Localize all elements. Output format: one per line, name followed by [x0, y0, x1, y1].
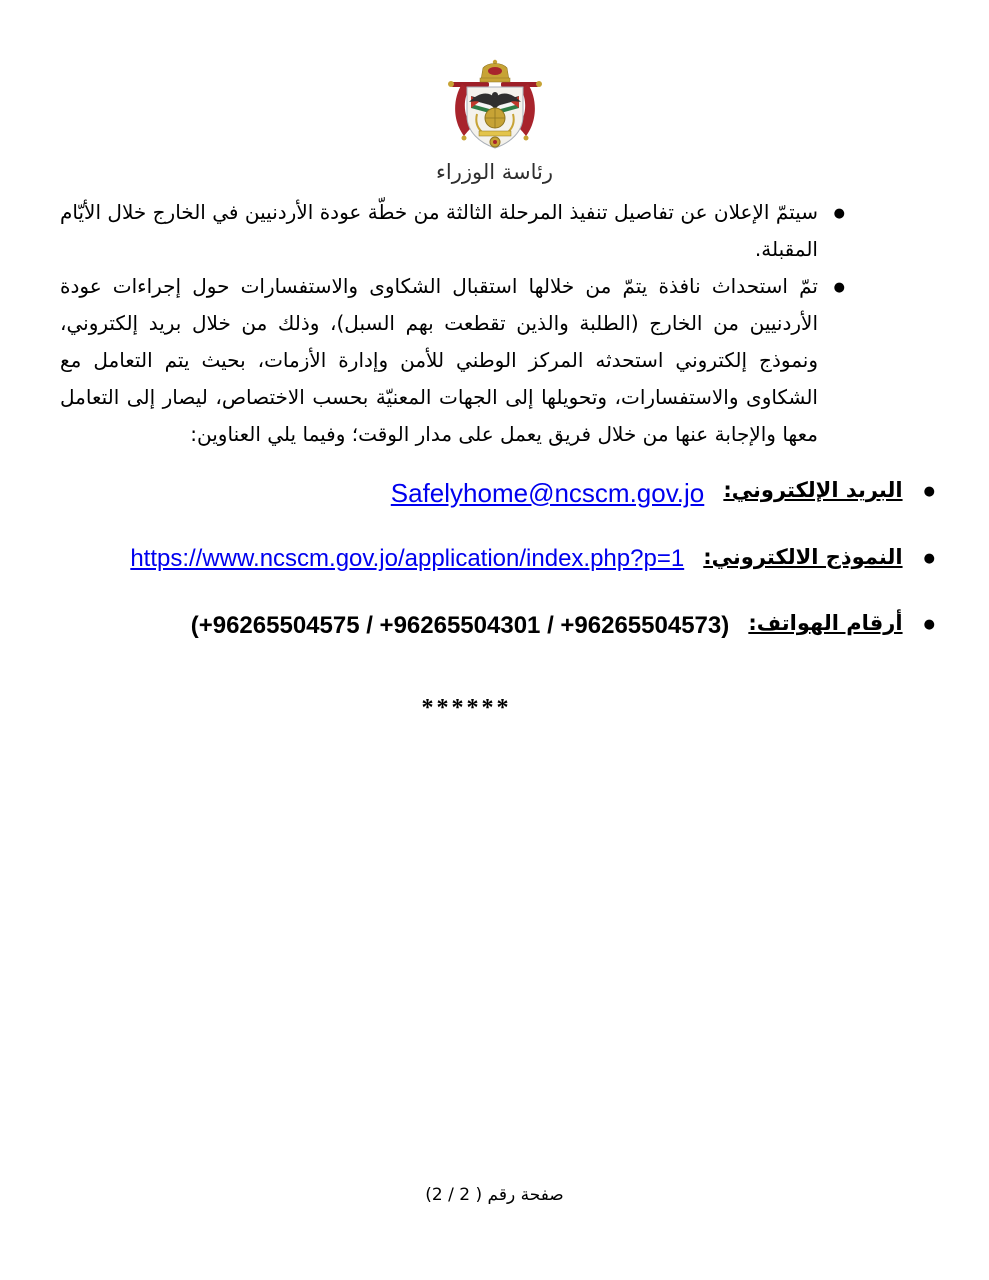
contact-row-phones: [0, 602, 935, 647]
bullet-icon: ●: [833, 280, 845, 295]
form-url-link[interactable]: https://www.ncscm.gov.jo/application/index.php?p=1: [130, 545, 685, 572]
bullet-icon: ●: [923, 484, 935, 499]
contact-label: النموذج الالكتروني:: [703, 544, 903, 569]
contact-label: البريد الإلكتروني:: [723, 478, 903, 502]
contact-row-form: [0, 536, 935, 581]
bullet-text: تمّ استحداث نافذة يتمّ من خلالها استقبال الشكاوى والاستفسارات حول إجراءات عودة الأردنيين من الخارج (الطلبة والذين تقطعت بهم السبل)، وذلك من خلال بريد إلكتروني، ونموذج إلكتروني استحدثه المركز الوطني للأمن وإدارة الأزمات، بحيث يتم التعامل مع الشكاوى والاستفسارات، وتحويلها إلى الجهات المعنيّة بحسب الاختصاص، ليصار إلى التعامل معها والإجابة عنها من خلال فريق يعمل على مدار الوقت؛ وفيما يلي العناوين:: [60, 274, 818, 446]
jordan-coat-of-arms-icon: [439, 58, 551, 158]
logo-caption: رئاسة الوزراء: [436, 160, 553, 184]
contact-label: أرقام الهواتف:: [748, 611, 903, 635]
bullet-paragraph: [60, 268, 845, 453]
bullet-icon: ●: [833, 206, 845, 221]
bullet-icon: ●: [923, 617, 935, 632]
page-number: صفحة رقم ( 2 / 2): [425, 1185, 564, 1205]
main-bullet-list: [60, 194, 845, 453]
phone-numbers: (+96265504575 / +96265504301 / +96265504573): [190, 611, 730, 639]
bullet-icon: ●: [923, 550, 935, 566]
contact-list: [0, 469, 935, 647]
bullet-paragraph: [60, 194, 845, 268]
header-logo: [0, 0, 989, 184]
section-separator: ******: [421, 694, 512, 721]
contact-row-email: [0, 469, 935, 514]
email-link[interactable]: Safelyhome@ncscm.gov.jo: [390, 477, 705, 508]
bullet-text: سيتمّ الإعلان عن تفاصيل تنفيذ المرحلة الثالثة من خطّة عودة الأردنيين في الخارج خلال الأيّام المقبلة.: [60, 200, 818, 261]
